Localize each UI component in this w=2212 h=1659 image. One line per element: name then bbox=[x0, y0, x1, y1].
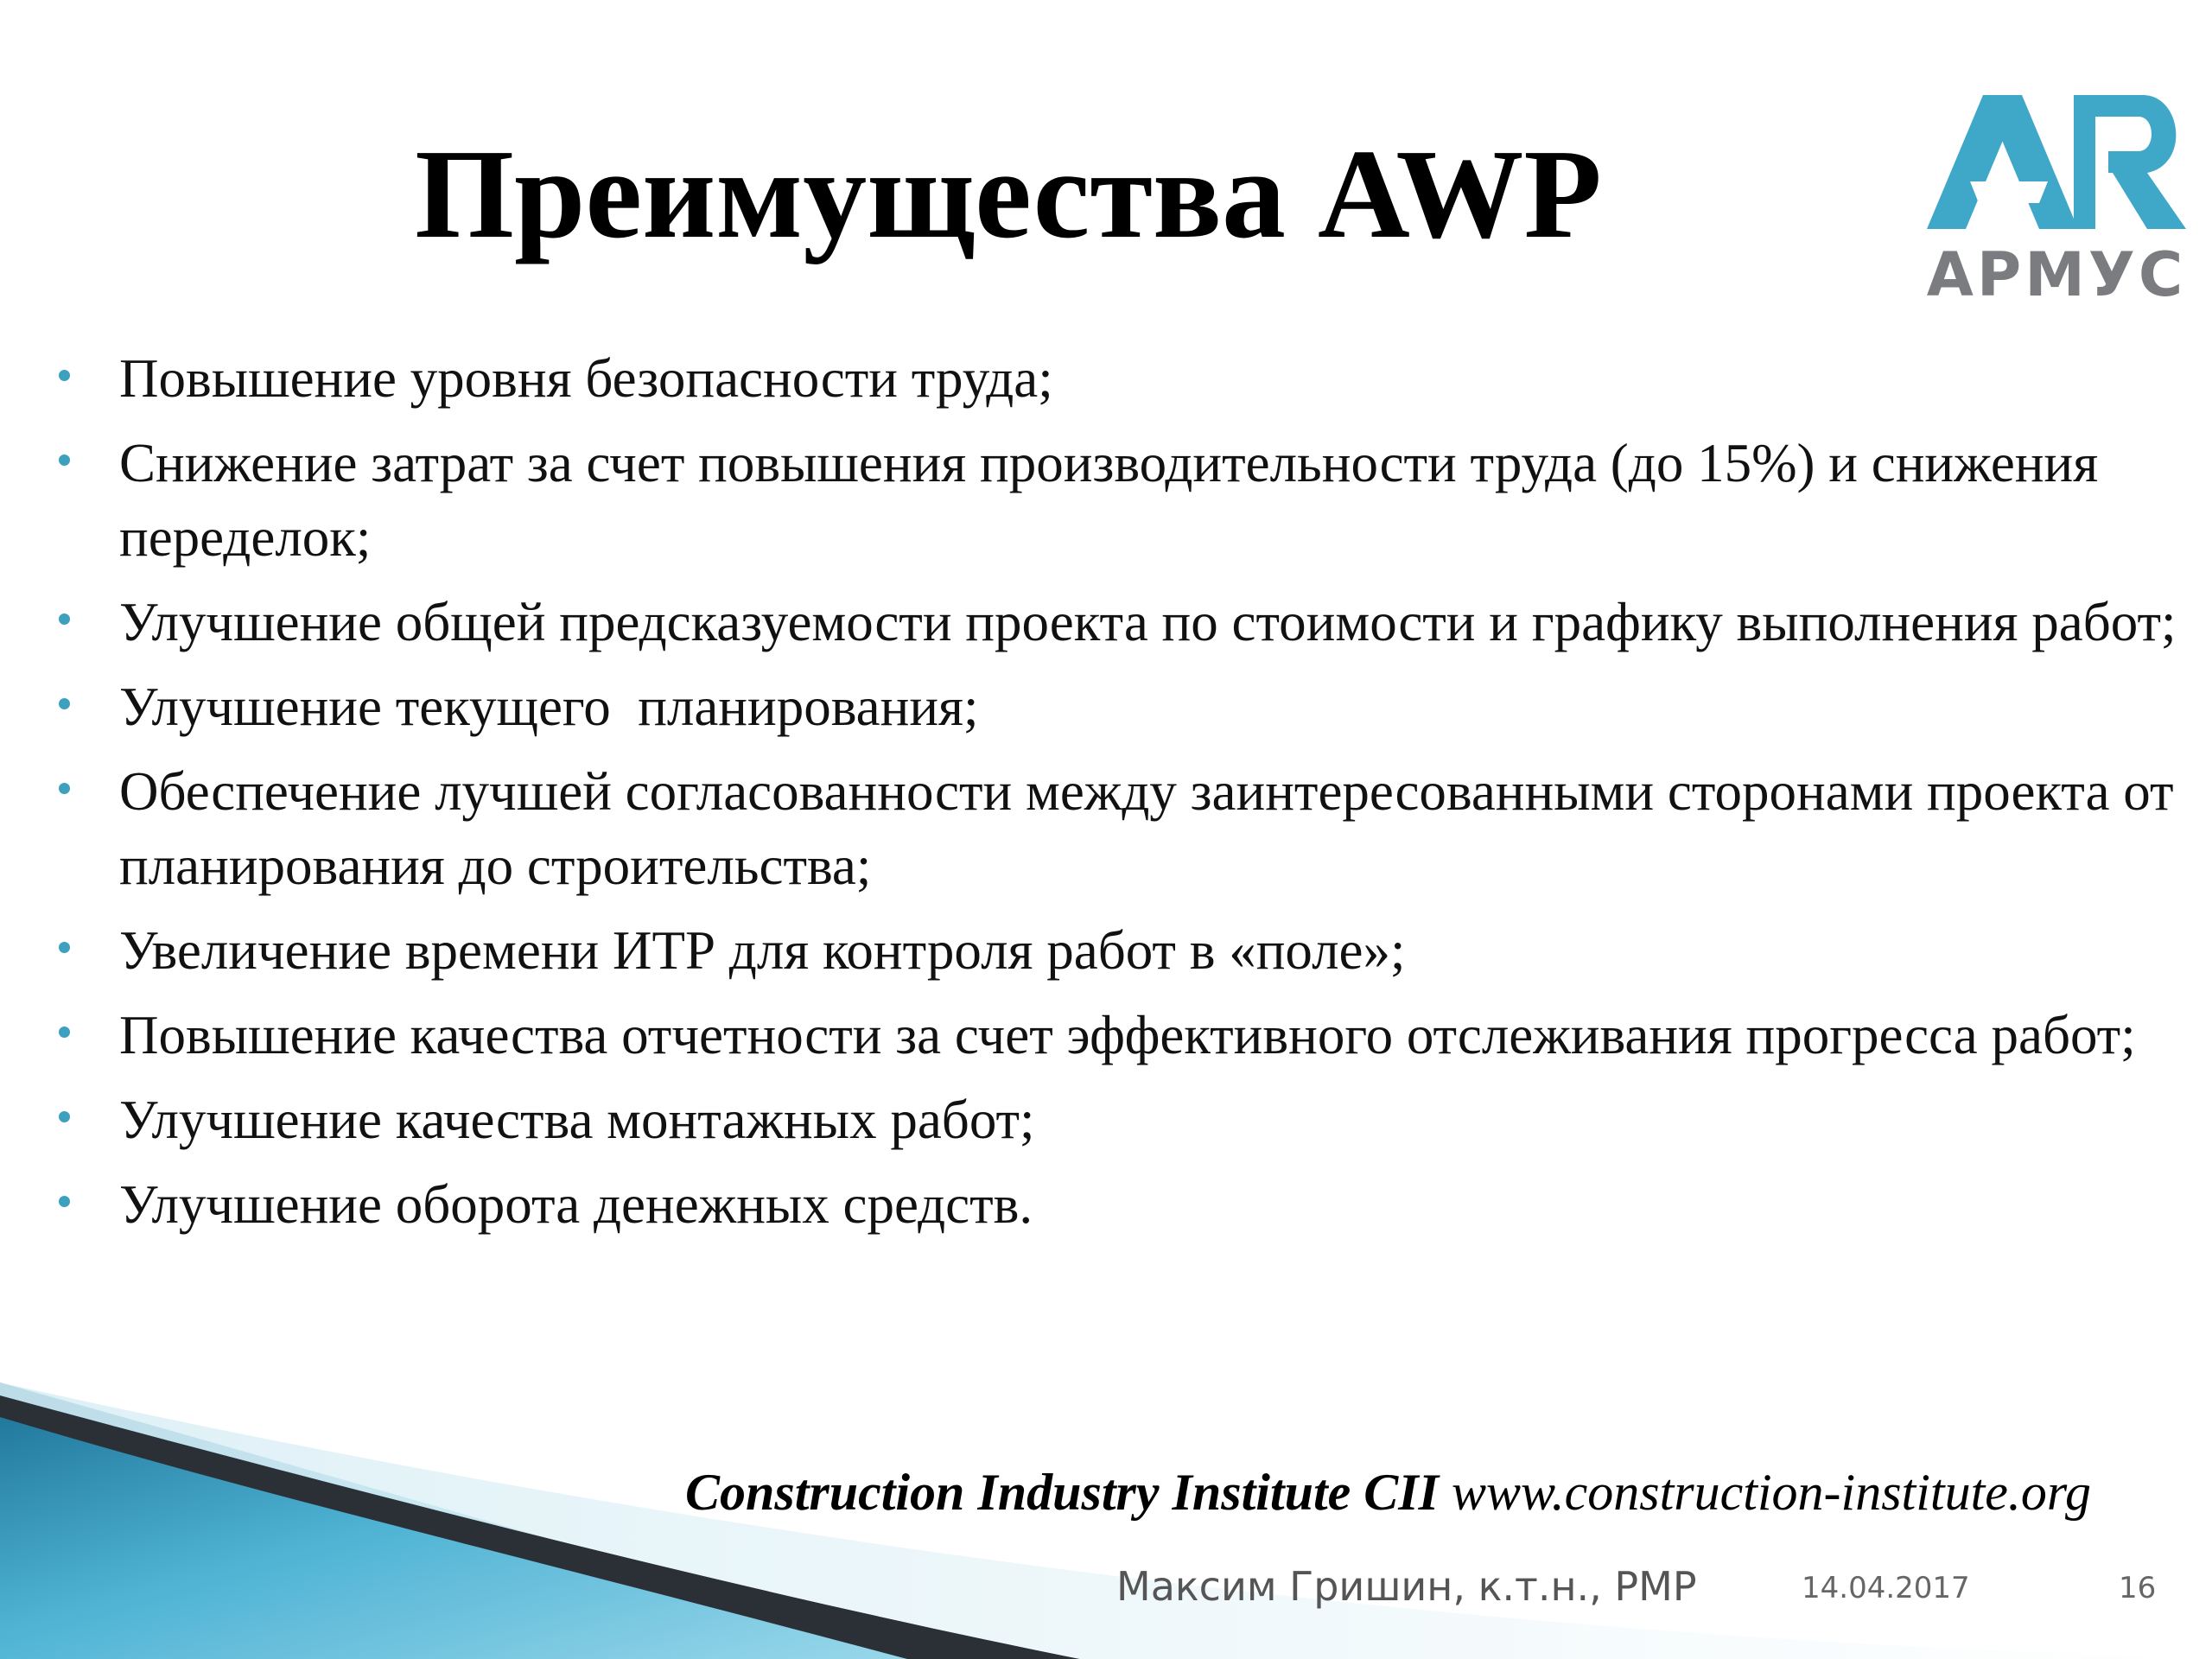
bullet-text: Повышение уровня безопасности труда; bbox=[119, 348, 1053, 409]
bullet-text: Повышение качества отчетности за счет эффективного отслеживания прогресса работ; bbox=[119, 1005, 2136, 1065]
source-citation bbox=[685, 1462, 2091, 1522]
bullet-dot-icon bbox=[59, 613, 70, 625]
bullet-dot-icon bbox=[59, 698, 70, 709]
source-organization: Construction Industry Institute CII bbox=[684, 1464, 1439, 1521]
bullet-dot-icon bbox=[59, 783, 70, 794]
bullet-text: Улучшение общей предсказуемости проекта по стоимости и графику выполнения работ; bbox=[119, 592, 2177, 652]
bullet-item bbox=[52, 998, 2177, 1072]
bullet-text: Увеличение времени ИТР для контроля работ в «поле»; bbox=[119, 920, 1406, 981]
bullet-item bbox=[52, 426, 2177, 575]
page-number: 16 bbox=[2119, 1571, 2157, 1605]
bullet-text: Улучшение текущего планирования; bbox=[119, 677, 979, 737]
bullet-dot-icon bbox=[59, 1111, 70, 1122]
bullet-dot-icon bbox=[59, 942, 70, 953]
bullet-list bbox=[52, 341, 2177, 1252]
bullet-text: Улучшение оборота денежных средств. bbox=[119, 1174, 1033, 1235]
armus-logo bbox=[1918, 86, 2195, 311]
bullet-text: Снижение затрат за счет повышения производительности труда (до 15%) и снижения переделок; bbox=[119, 433, 2099, 568]
source-url-link[interactable]: www.construction-institute.org bbox=[1451, 1464, 2091, 1521]
footer-date: 14.04.2017 bbox=[1802, 1571, 1970, 1605]
logo-mark-icon bbox=[1927, 95, 2186, 229]
logo-text: АРМУС bbox=[1926, 239, 2187, 310]
bullet-item bbox=[52, 1167, 2177, 1242]
bullet-text: Улучшение качества монтажных работ; bbox=[119, 1090, 1035, 1150]
bullet-dot-icon bbox=[59, 370, 70, 381]
slide-title: Преимущества AWP bbox=[415, 124, 1602, 265]
footer-author: Максим Гришин, к.т.н., PMP bbox=[1116, 1563, 1697, 1610]
bullet-item bbox=[52, 341, 2177, 416]
bullet-item bbox=[52, 913, 2177, 988]
bullet-item bbox=[52, 670, 2177, 744]
bullet-item bbox=[52, 1083, 2177, 1157]
bullet-text: Обеспечение лучшей согласованности между заинтересованными сторонами проекта от планирования до строительства; bbox=[119, 761, 2174, 896]
bullet-dot-icon bbox=[59, 1196, 70, 1207]
bullet-dot-icon bbox=[59, 454, 70, 466]
bullet-item bbox=[52, 585, 2177, 659]
bullet-item bbox=[52, 754, 2177, 903]
bullet-dot-icon bbox=[59, 1027, 70, 1038]
